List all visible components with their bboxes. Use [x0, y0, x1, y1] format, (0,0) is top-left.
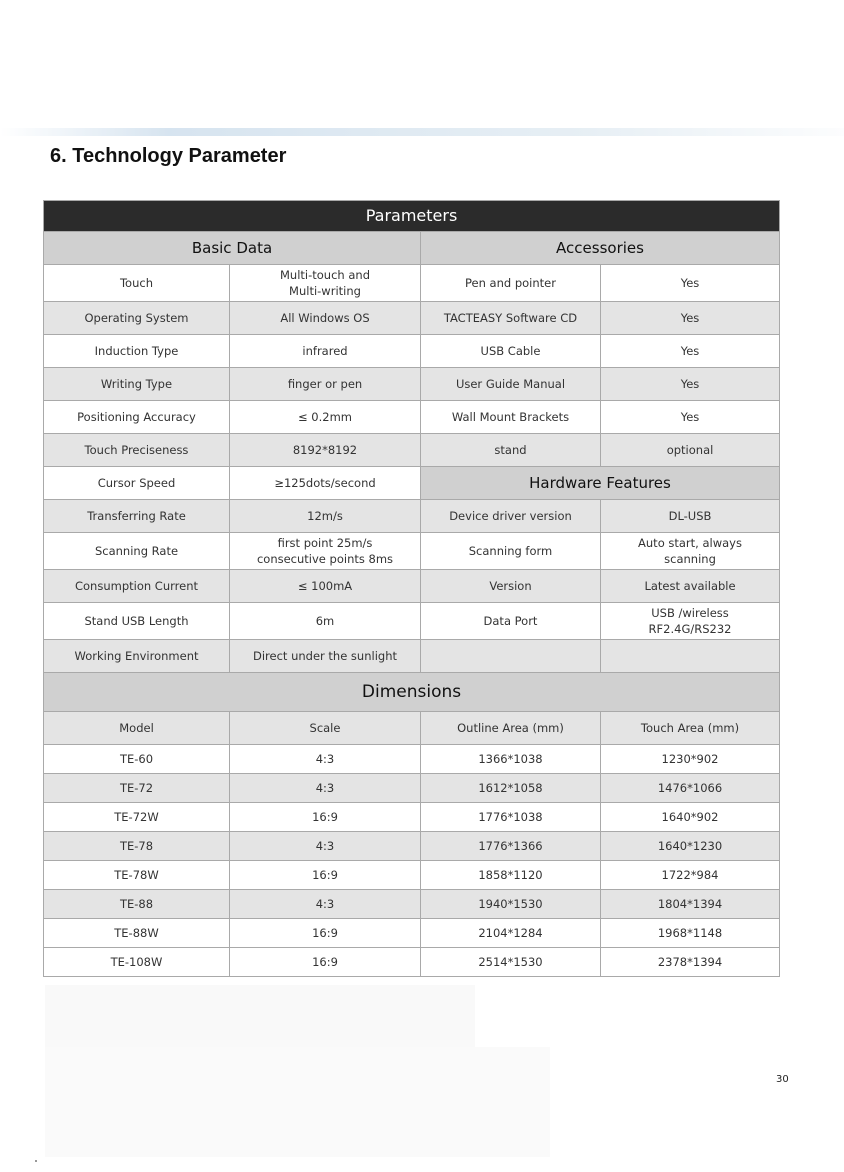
outline-area-cell: 1940*1530 — [421, 890, 601, 919]
column-header: Scale — [230, 712, 421, 745]
param-name: Scanning Rate — [44, 533, 230, 570]
feature-name — [421, 640, 601, 673]
param-value: ≤ 0.2mm — [230, 401, 421, 434]
accessory-value: optional — [601, 434, 780, 467]
accessories-header: Accessories — [421, 232, 780, 265]
blank-region — [45, 985, 475, 1047]
param-name: Stand USB Length — [44, 603, 230, 640]
model-cell: TE-72 — [44, 774, 230, 803]
touch-area-cell: 1230*902 — [601, 745, 780, 774]
column-header: Model — [44, 712, 230, 745]
param-value: ≤ 100mA — [230, 570, 421, 603]
table-row — [44, 890, 780, 919]
dimensions-header: Dimensions — [44, 673, 780, 712]
param-value: Direct under the sunlight — [230, 640, 421, 673]
accessory-value: Yes — [601, 401, 780, 434]
outline-area-cell: 1366*1038 — [421, 745, 601, 774]
accessory-name: TACTEASY Software CD — [421, 302, 601, 335]
table-row — [44, 467, 780, 500]
param-name: Touch Preciseness — [44, 434, 230, 467]
touch-area-cell: 1804*1394 — [601, 890, 780, 919]
touch-area-cell: 1968*1148 — [601, 919, 780, 948]
table-row — [44, 335, 780, 368]
param-name: Working Environment — [44, 640, 230, 673]
feature-value: DL-USB — [601, 500, 780, 533]
model-cell: TE-88W — [44, 919, 230, 948]
scale-cell: 16:9 — [230, 803, 421, 832]
dimensions-column-headers — [44, 712, 780, 745]
accessory-name: Pen and pointer — [421, 265, 601, 302]
column-header: Outline Area (mm) — [421, 712, 601, 745]
scale-cell: 4:3 — [230, 890, 421, 919]
accessory-name: stand — [421, 434, 601, 467]
touch-area-cell: 1722*984 — [601, 861, 780, 890]
header-band — [0, 128, 844, 136]
param-value: 6m — [230, 603, 421, 640]
param-name: Positioning Accuracy — [44, 401, 230, 434]
param-name: Consumption Current — [44, 570, 230, 603]
feature-value: USB /wireless RF2.4G/RS232 — [601, 603, 780, 640]
param-name: Writing Type — [44, 368, 230, 401]
parameters-table — [43, 200, 780, 977]
model-cell: TE-78W — [44, 861, 230, 890]
feature-name: Device driver version — [421, 500, 601, 533]
table-row — [44, 745, 780, 774]
table-row — [44, 603, 780, 640]
outline-area-cell: 2104*1284 — [421, 919, 601, 948]
touch-area-cell: 2378*1394 — [601, 948, 780, 977]
feature-name: Data Port — [421, 603, 601, 640]
param-value: finger or pen — [230, 368, 421, 401]
param-name: Operating System — [44, 302, 230, 335]
accessory-value: Yes — [601, 265, 780, 302]
accessory-name: User Guide Manual — [421, 368, 601, 401]
model-cell: TE-88 — [44, 890, 230, 919]
basic-data-header: Basic Data — [44, 232, 421, 265]
scale-cell: 4:3 — [230, 774, 421, 803]
table-row — [44, 640, 780, 673]
outline-area-cell: 1776*1038 — [421, 803, 601, 832]
page-heading: 6. Technology Parameter — [50, 145, 287, 167]
param-value: first point 25m/s consecutive points 8ms — [230, 533, 421, 570]
feature-value: Latest available — [601, 570, 780, 603]
param-value: 12m/s — [230, 500, 421, 533]
param-name: Induction Type — [44, 335, 230, 368]
accessory-value: Yes — [601, 302, 780, 335]
touch-area-cell: 1640*1230 — [601, 832, 780, 861]
feature-value — [601, 640, 780, 673]
param-value: infrared — [230, 335, 421, 368]
param-name: Transferring Rate — [44, 500, 230, 533]
table-row — [44, 948, 780, 977]
scan-speck — [35, 1160, 37, 1162]
param-value: Multi-touch and Multi-writing — [230, 265, 421, 302]
table-row — [44, 832, 780, 861]
scale-cell: 16:9 — [230, 861, 421, 890]
outline-area-cell: 2514*1530 — [421, 948, 601, 977]
param-value: All Windows OS — [230, 302, 421, 335]
parameters-title: Parameters — [44, 201, 780, 232]
scale-cell: 4:3 — [230, 832, 421, 861]
outline-area-cell: 1776*1366 — [421, 832, 601, 861]
table-row — [44, 570, 780, 603]
outline-area-cell: 1612*1058 — [421, 774, 601, 803]
table-row — [44, 774, 780, 803]
model-cell: TE-78 — [44, 832, 230, 861]
model-cell: TE-72W — [44, 803, 230, 832]
param-name: Cursor Speed — [44, 467, 230, 500]
feature-name: Version — [421, 570, 601, 603]
table-row — [44, 500, 780, 533]
table-row — [44, 434, 780, 467]
blank-region — [45, 1047, 550, 1157]
table-row — [44, 919, 780, 948]
model-cell: TE-60 — [44, 745, 230, 774]
table-row — [44, 302, 780, 335]
model-cell: TE-108W — [44, 948, 230, 977]
touch-area-cell: 1476*1066 — [601, 774, 780, 803]
scale-cell: 16:9 — [230, 919, 421, 948]
table-row — [44, 265, 780, 302]
param-name: Touch — [44, 265, 230, 302]
hardware-features-header: Hardware Features — [421, 467, 780, 500]
scale-cell: 4:3 — [230, 745, 421, 774]
outline-area-cell: 1858*1120 — [421, 861, 601, 890]
page-number: 30 — [776, 1074, 789, 1085]
param-value: ≥125dots/second — [230, 467, 421, 500]
scale-cell: 16:9 — [230, 948, 421, 977]
accessory-value: Yes — [601, 335, 780, 368]
table-row — [44, 401, 780, 434]
accessory-name: USB Cable — [421, 335, 601, 368]
accessory-name: Wall Mount Brackets — [421, 401, 601, 434]
table-row — [44, 803, 780, 832]
feature-value: Auto start, always scanning — [601, 533, 780, 570]
accessory-value: Yes — [601, 368, 780, 401]
param-value: 8192*8192 — [230, 434, 421, 467]
table-row — [44, 533, 780, 570]
column-header: Touch Area (mm) — [601, 712, 780, 745]
table-row — [44, 861, 780, 890]
touch-area-cell: 1640*902 — [601, 803, 780, 832]
table-row — [44, 368, 780, 401]
feature-name: Scanning form — [421, 533, 601, 570]
